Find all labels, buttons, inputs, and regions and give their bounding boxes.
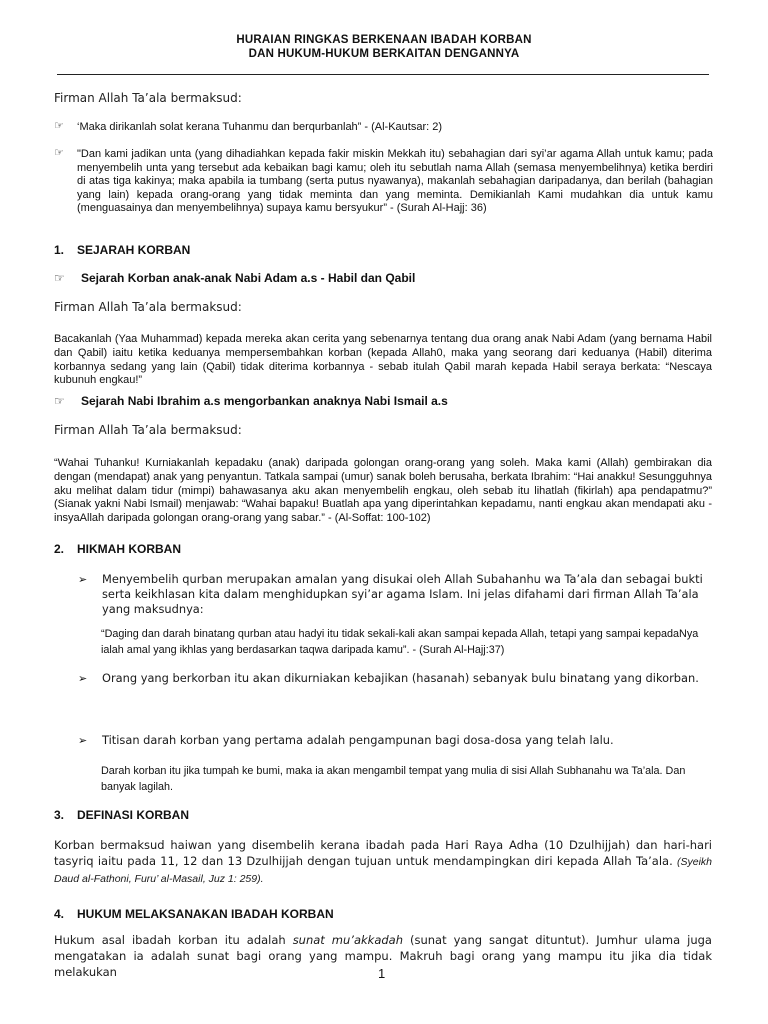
page-number: 1 xyxy=(378,966,386,981)
definasi-text: Korban bermaksud haiwan yang disembelih kerana ibadah pada Hari Raya Adha (10 Dzulhijjah) dan hari-hari tasyriq iaitu pada 11, 12 dan 13 Dzulhijjah dengan tujuan untuk mendampingkan diri kepada Allah Ta’ala. xyxy=(54,838,712,868)
hikmah-item-2: Orang yang berkorban itu akan dikurniakan kebajikan (hasanah) sebanyak bulu binatang yang dikorban. xyxy=(102,671,699,685)
subheading-text: Sejarah Nabi Ibrahim a.s mengorbankan anaknya Nabi Ismail a.s xyxy=(81,394,448,408)
firman-label-1: Firman Allah Ta’ala bermaksud: xyxy=(54,300,242,314)
subheading-suffix: - Habil dan Qabil xyxy=(317,271,416,285)
firman-label-intro: Firman Allah Ta’ala bermaksud: xyxy=(54,91,242,105)
section-heading-sejarah xyxy=(54,243,190,257)
paragraph-definasi xyxy=(54,837,712,887)
hikmah-item-3: Titisan darah korban yang pertama adalah pengampunan bagi dosa-dosa yang telah lalu. xyxy=(102,733,614,747)
hand-pointer-icon: ☞ xyxy=(54,146,64,159)
arrow-bullet-icon: ➢ xyxy=(78,573,88,586)
section-number: 1. xyxy=(54,243,65,257)
section-number: 2. xyxy=(54,542,65,556)
section-title: HIKMAH KORBAN xyxy=(77,542,181,556)
quote-al-hajj-37: “Daging dan darah binatang qurban atau hadyi itu tidak sekali-kali akan sampai kepada Allah, tetapi yang sampai kepadaNya ialah amal yang ikhlas yang berdasarkan taqwa daripada kamu”. - (Surah Al-Hajj:37) xyxy=(101,628,699,656)
hand-pointer-icon: ☞ xyxy=(54,394,65,408)
section-title: SEJARAH KORBAN xyxy=(77,243,191,257)
document-title-line1: HURAIAN RINGKAS BERKENAAN IBADAH KORBAN xyxy=(236,34,532,46)
quote-al-kautsar: ‘Maka dirikanlah solat kerana Tuhanmu dan berqurbanlah” - (Al-Kautsar: 2) xyxy=(77,121,443,133)
hukum-text-b: (sunat yang sangat dituntut). Jumhur ulama juga mengatakan ia adalah sunat bagi orang yang mampu. Makruh bagi orang yang mampu itu jika dia tidak melakukan xyxy=(54,933,712,979)
quote-al-hajj-36: "Dan kami jadikan unta (yang dihadiahkan kepada fakir miskin Mekkah itu) sebahagian dari syi’ar agama Allah untuk kamu; pada menyembelih unta yang tersebut ada kebaikan bagi kamu; oleh itu sebutlah nama Allah (semasa menyembelihnya) ketika berdiri di atas tiga kakinya; maka apabila ia tumbang (serta putus nyawanya), makanlah sebahagian daripadanya, dan berilah (bahagian yang lain) kepada orang-orang yang tidak meminta dan yang meminta. Demikianlah Kami mudahkan dia untuk kamu (menguasainya dan menyembelihnya) supaya kamu bersyukur” - (Surah Al-Hajj: 36) xyxy=(77,148,713,215)
arrow-bullet-icon: ➢ xyxy=(78,672,88,685)
paragraph-ibrahim-ismail: “Wahai Tuhanku! Kurniakanlah kepadaku (anak) daripada golongan orang-orang yang soleh. Maka kami (Allah) gembirakan dia dengan (mendapat) anak yang penyantun. Tatkala sampai (umur) sanak boleh berusaha, berkata Ibrahim: “Hai anakku! Sesungguhnya aku melihat dalam tidur (mimpi) bahawasanya aku akan menyembelih engkau, oleh sebab itu lihatlah (fikirlah) apa pendapatmu?” (Sianak yakni Nabi Ismail) menjawab: “Wahai bapaku! Buatlah apa yang diperintahkan kepadamu, nanti engkau akan mendapati aku - insyaAllah daripada golongan orang-orang yang sabar.” - (Al-Soffat: 100-102) xyxy=(54,457,712,525)
section-number: 3. xyxy=(54,808,65,822)
hikmah-item-1: Menyembelih qurban merupakan amalan yang disukai oleh Allah Subahanhu wa Ta’ala dan sebagai bukti serta keikhlasan kita dalam menghidupkan syi’ar agama Islam. Ini jelas difahami dari firman Allah Ta’ala yang maksudnya: xyxy=(102,572,703,616)
subheading-ibrahim-ismail xyxy=(54,394,448,408)
header-rule xyxy=(57,74,709,75)
section-title: HUKUM MELAKSANAKAN IBADAH KORBAN xyxy=(77,907,334,921)
section-heading-hikmah xyxy=(54,542,181,556)
section-number: 4. xyxy=(54,907,65,921)
hukum-term: sunat mu’akkadah xyxy=(292,933,403,947)
hand-pointer-icon: ☞ xyxy=(54,119,64,132)
hand-pointer-icon: ☞ xyxy=(54,271,65,285)
firman-label-2: Firman Allah Ta’ala bermaksud: xyxy=(54,423,242,437)
section-heading-definasi xyxy=(54,808,189,822)
subheading-habil-qabil xyxy=(54,271,415,285)
section-title: DEFINASI KORBAN xyxy=(77,808,190,822)
arrow-bullet-icon: ➢ xyxy=(78,734,88,747)
paragraph-habil-qabil: Bacakanlah (Yaa Muhammad) kepada mereka akan cerita yang sebenarnya tentang dua orang anak Nabi Adam (yang bernama Habil dan Qabil) iaitu ketika keduanya mempersembahkan korban (kepada Allah0, maka yang seorang dari keduanya (Habil) diterima korbannya sedang yang lain (Qabil) tidak diterima korbannya - sebab itulah Qabil marah kepada Habil seraya berkata: “Nescaya kubunuh engkau!” xyxy=(54,333,712,387)
document-title-line2: DAN HUKUM-HUKUM BERKAITAN DENGANNYA xyxy=(248,48,520,60)
subheading-text: Sejarah Korban anak-anak Nabi Adam a.s xyxy=(81,271,318,285)
section-heading-hukum xyxy=(54,907,334,921)
hikmah-item-3-note: Darah korban itu jika tumpah ke bumi, maka ia akan mengambil tempat yang mulia di sisi Allah Subhanahu wa Ta’ala. Dan banyak lagilah. xyxy=(101,765,686,793)
citation: (Syeikh Daud al-Fathoni, Furu’ al-Masail, Juz 1: 259). xyxy=(54,856,712,885)
hukum-text-a: Hukum asal ibadah korban itu adalah xyxy=(54,933,293,947)
